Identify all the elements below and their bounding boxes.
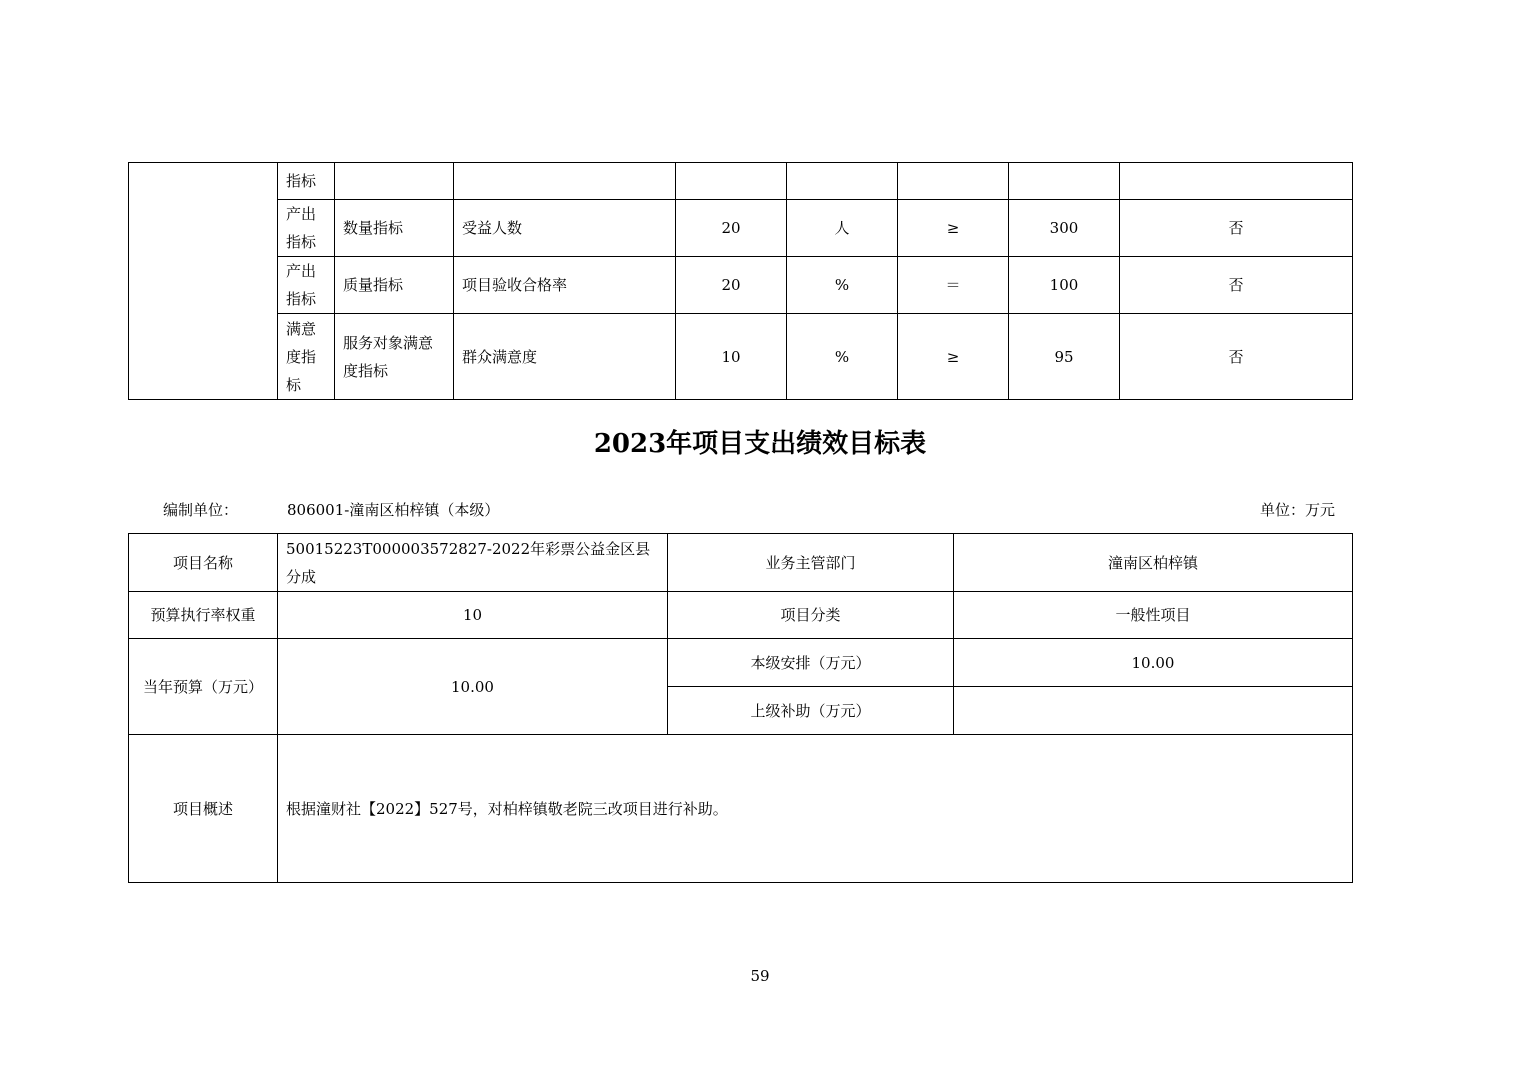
level2-cell: 产出指标 xyxy=(278,200,335,257)
table-row xyxy=(129,534,1353,592)
table-row xyxy=(129,163,1353,200)
indicator-table xyxy=(128,162,1353,400)
dept-value: 潼南区柏梓镇 xyxy=(954,534,1353,592)
target-cell xyxy=(1009,163,1120,200)
dept-label: 业务主管部门 xyxy=(668,534,954,592)
local-budget-label: 本级安排（万元） xyxy=(668,639,954,687)
weight-cell: 20 xyxy=(676,257,787,314)
table-row xyxy=(129,257,1353,314)
level3-cell: 质量指标 xyxy=(335,257,454,314)
operator-cell: ＝ xyxy=(898,257,1009,314)
flag-cell: 否 xyxy=(1120,200,1353,257)
operator-cell xyxy=(898,163,1009,200)
weight-cell xyxy=(676,163,787,200)
target-cell: 100 xyxy=(1009,257,1120,314)
money-unit: 单位：万元 xyxy=(1260,501,1336,519)
budget-value: 10.00 xyxy=(278,639,668,735)
upper-subsidy-value xyxy=(954,687,1353,735)
upper-subsidy-label: 上级补助（万元） xyxy=(668,687,954,735)
budget-label: 当年预算（万元） xyxy=(129,639,278,735)
indicator-name-cell: 受益人数 xyxy=(454,200,676,257)
page-number: 59 xyxy=(750,967,770,985)
table-row xyxy=(129,200,1353,257)
unit-label: 编制单位： xyxy=(163,501,239,519)
weight-cell: 20 xyxy=(676,200,787,257)
unit-cell xyxy=(787,163,898,200)
level2-cell: 满意度指标 xyxy=(278,314,335,400)
table-row xyxy=(129,592,1353,639)
operator-cell: ≥ xyxy=(898,314,1009,400)
overview-label: 项目概述 xyxy=(129,735,278,883)
category-value: 一般性项目 xyxy=(954,592,1353,639)
flag-cell: 否 xyxy=(1120,314,1353,400)
level3-cell: 数量指标 xyxy=(335,200,454,257)
category-label: 项目分类 xyxy=(668,592,954,639)
level2-cell: 产出指标 xyxy=(278,257,335,314)
flag-cell: 否 xyxy=(1120,257,1353,314)
project-table xyxy=(128,533,1353,883)
table-row xyxy=(129,314,1353,400)
weight-label: 预算执行率权重 xyxy=(129,592,278,639)
indicator-name-cell: 项目验收合格率 xyxy=(454,257,676,314)
weight-cell: 10 xyxy=(676,314,787,400)
project-name-label: 项目名称 xyxy=(129,534,278,592)
level2-cell: 指标 xyxy=(278,163,335,200)
page-title: 2023年项目支出绩效目标表 xyxy=(593,429,927,459)
overview-value: 根据潼财社【2022】527号，对柏梓镇敬老院三改项目进行补助。 xyxy=(278,735,1353,883)
level1-cell xyxy=(129,163,278,400)
unit-cell: 人 xyxy=(787,200,898,257)
operator-cell: ≥ xyxy=(898,200,1009,257)
indicator-name-cell: 群众满意度 xyxy=(454,314,676,400)
unit-value: 806001-潼南区柏梓镇（本级） xyxy=(287,501,500,519)
table-row xyxy=(129,735,1353,883)
local-budget-value: 10.00 xyxy=(954,639,1353,687)
project-name-value: 50015223T000003572827-2022年彩票公益金区县分成 xyxy=(278,534,668,592)
table-row xyxy=(129,639,1353,687)
weight-value: 10 xyxy=(278,592,668,639)
unit-cell: % xyxy=(787,314,898,400)
level3-cell xyxy=(335,163,454,200)
target-cell: 95 xyxy=(1009,314,1120,400)
unit-cell: % xyxy=(787,257,898,314)
indicator-name-cell xyxy=(454,163,676,200)
flag-cell xyxy=(1120,163,1353,200)
level3-cell: 服务对象满意度指标 xyxy=(335,314,454,400)
target-cell: 300 xyxy=(1009,200,1120,257)
